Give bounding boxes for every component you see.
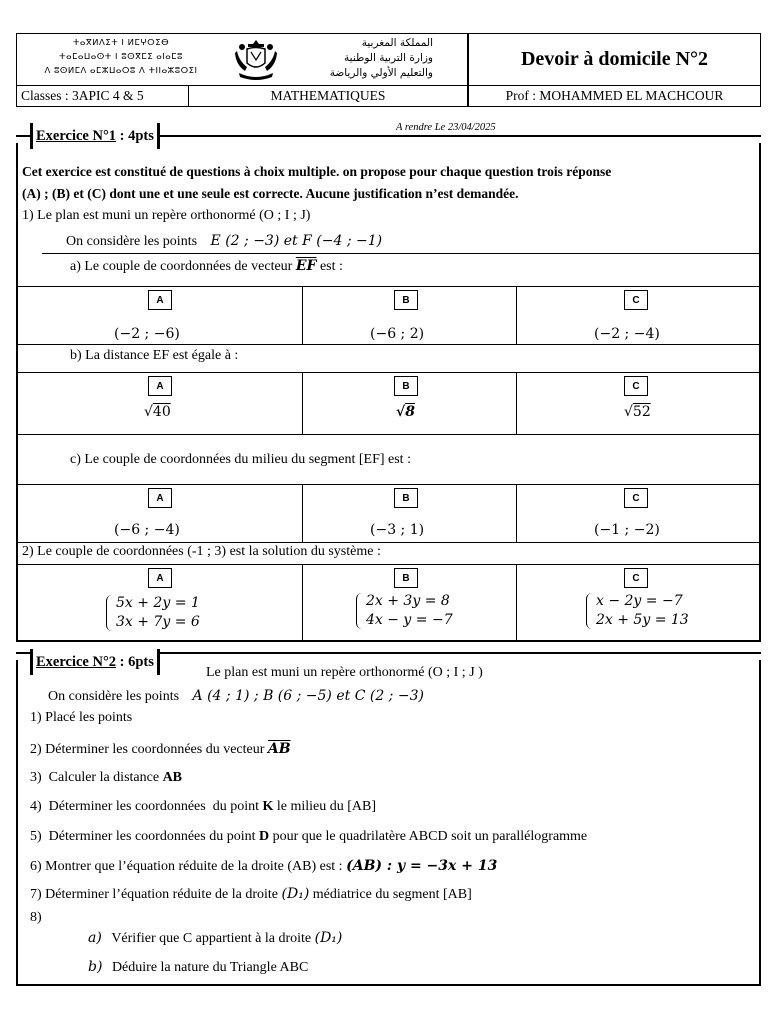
system-a [106, 594, 200, 632]
answer-a-qb-radicand: 40 [152, 404, 171, 420]
ex2-question8: 8) [30, 910, 42, 925]
ex2-question4-c: le milieu du [AB] [273, 799, 377, 814]
system-b-eq2: 4x − y = −7 [366, 612, 453, 628]
question1-points-math: E (2 ; −3) et F (−4 ; −1) [210, 233, 383, 249]
subject-label: MATHEMATIQUES [189, 86, 469, 106]
ex2-question5 [30, 829, 587, 845]
arabic-line-1: المملكة المغربية [361, 37, 433, 49]
question-a-statement [70, 258, 343, 275]
exercise1-title [30, 123, 160, 149]
system-c-eq1: x − 2y = −7 [596, 593, 683, 609]
ex2-question5-d: D [259, 829, 270, 844]
ex2-question7 [30, 886, 472, 903]
ex2-question7-b: médiatrice du segment [AB] [312, 887, 472, 902]
teacher-label: Prof : MOHAMMED EL MACHCOUR [505, 88, 724, 103]
option-c-box: C [624, 376, 648, 396]
vector-ab: $\overline{AB}$ [267, 741, 291, 757]
document-header [16, 33, 761, 107]
column-separator [302, 564, 303, 642]
question-a-end: est : [319, 259, 343, 274]
exercise1-intro-line2: (A) ; (B) et (C) dont une et une seule est correcte. Aucune justification n’est demandée. [22, 186, 519, 201]
ex2-question2 [30, 741, 291, 758]
ex2-question5-a: 5) Déterminer les coordonnées du point [30, 829, 259, 844]
arabic-institution [273, 36, 433, 81]
exercise2-title-label: Exercice N°2 [36, 653, 117, 670]
column-separator [516, 286, 517, 344]
exercise2-points-text: On considère les points [48, 689, 180, 704]
system-a-eq1: 5x + 2y = 1 [116, 595, 200, 611]
row-separator [16, 484, 761, 485]
document-title: Devoir à domicile N°2 [520, 48, 709, 70]
answer-b-qa: (−6 ; 2) [370, 326, 425, 342]
exercise1-title-label: Exercice N°1 [36, 127, 117, 144]
column-separator [516, 372, 517, 434]
column-separator [516, 564, 517, 642]
answer-a-qc: (−6 ; −4) [114, 522, 180, 538]
tifinagh-line-1: ⵜⴰⴳⵍⴷⵉⵜ ⵏ ⵍⵎⵖⵔⵉⴱ [72, 38, 170, 48]
question-a-text: a) Le couple de coordonnées de vecteur [70, 259, 293, 274]
answer-b-qb: √8 [396, 404, 415, 420]
answer-b-qc: (−3 ; 1) [370, 522, 425, 538]
exercise2-points-math: A (4 ; 1) ; B (6 ; −5) et C (2 ; −3) [192, 688, 424, 704]
question-c-statement: c) Le couple de coordonnées du milieu du segment [EF] est : [70, 452, 411, 467]
option-a-box: A [148, 290, 172, 310]
due-date: A rendre Le 23/04/2025 [396, 122, 496, 133]
ex2-question8a [88, 930, 342, 947]
option-c-box: C [624, 568, 648, 588]
option-b-box: B [394, 376, 418, 396]
ex2-question7-a: 7) Déterminer l’équation réduite de la droite [30, 887, 279, 902]
row-separator [16, 372, 761, 373]
answer-a-qb: √40 [144, 404, 171, 420]
vector-ef: $\overline{EF}$ [295, 258, 317, 274]
system-a-eq2: 3x + 7y = 6 [116, 614, 200, 630]
arabic-line-2: وزارة التربية الوطنية [344, 52, 433, 64]
answer-a-qa: (−2 ; −6) [114, 326, 180, 342]
exercise2-title [30, 649, 160, 675]
ex2-question4 [30, 799, 376, 815]
ex2-question8b [88, 959, 308, 976]
ex2-question3 [30, 770, 182, 786]
answer-c-qc: (−1 ; −2) [594, 522, 660, 538]
option-b-box: B [394, 488, 418, 508]
row-separator [16, 344, 761, 345]
ex2-question8b-text: Déduire la nature du Triangle ABC [111, 960, 309, 975]
column-separator [302, 286, 303, 344]
ex2-question8b-label: b) [88, 959, 103, 975]
column-separator [302, 484, 303, 542]
question2-statement: 2) Le couple de coordonnées (-1 ; 3) est la solution du système : [22, 544, 381, 559]
exercise1-points: : 4pts [116, 127, 154, 144]
row-separator [16, 564, 761, 565]
row-separator [42, 253, 761, 254]
option-c-box: C [624, 488, 648, 508]
ex2-question8a-label: a) [88, 930, 102, 946]
ex2-question6-equation: (AB) : y = −3x + 13 [346, 858, 498, 874]
option-a-box: A [148, 376, 172, 396]
exercise2-intro: Le plan est muni un repère orthonormé (O ; I ; J ) [206, 665, 483, 680]
question1-points-text: On considère les points [66, 234, 198, 249]
ex2-question3-ab: AB [162, 770, 183, 785]
system-c-eq2: 2x + 5y = 13 [596, 612, 689, 628]
option-b-box: B [394, 290, 418, 310]
ex2-question5-c: pour que le quadrilatère ABCD soit un parallélogramme [269, 829, 588, 844]
answer-c-qb: √52 [624, 404, 651, 420]
ex2-question3-text: 3) Calculer la distance [30, 770, 163, 785]
ex2-question6 [30, 858, 497, 875]
ex2-question4-a: 4) Déterminer les coordonnées du point [30, 799, 263, 814]
tifinagh-line-3: ⴷ ⵓⵙⵍⵎⴷ ⴰⵎⵣⵡⴰⵔⵓ ⴷ ⵜⵏⵏⴰⵣⵓⵔⵉⵏ [44, 66, 198, 76]
option-a-box: A [148, 488, 172, 508]
ex2-question2-text: 2) Déterminer les coordonnées du vecteur [30, 742, 265, 757]
column-separator [302, 372, 303, 434]
ex2-question4-k: K [262, 799, 274, 814]
option-b-box: B [394, 568, 418, 588]
ex2-question7-d1: (D₁) [281, 886, 310, 902]
system-b-eq1: 2x + 3y = 8 [366, 593, 450, 609]
question1-statement: 1) Le plan est muni un repère orthonormé (O ; I ; J) [22, 208, 311, 223]
exercise2-points: : 6pts [116, 653, 154, 670]
row-separator [16, 434, 761, 435]
option-c-box: C [624, 290, 648, 310]
ex2-question8a-d1: (D₁) [314, 930, 343, 946]
option-a-box: A [148, 568, 172, 588]
classes-label: Classes : 3APIC 4 & 5 [17, 86, 189, 106]
answer-b-qb-radicand: 8 [405, 404, 415, 420]
tifinagh-line-2: ⵜⴰⵎⴰⵡⴰⵙⵜ ⵏ ⵓⵙⴳⵎⵉ ⴰⵏⴰⵎⵓ [59, 52, 183, 62]
question1-points [66, 233, 382, 250]
system-b [356, 592, 453, 630]
ex2-question1: 1) Placé les points [30, 710, 133, 725]
row-separator [16, 286, 761, 287]
ex2-question6-text: 6) Montrer que l’équation réduite de la droite (AB) est : [30, 859, 343, 874]
system-c [586, 592, 689, 630]
answer-c-qb-radicand: 52 [632, 404, 651, 420]
ex2-question8a-text: Vérifier que C appartient à la droite [111, 931, 312, 946]
column-separator [516, 484, 517, 542]
row-separator [16, 542, 761, 543]
arabic-line-3: والتعليم الأولي والرياضة [329, 67, 433, 79]
tifinagh-institution [21, 36, 221, 78]
answer-c-qa: (−2 ; −4) [594, 326, 660, 342]
question-b-statement: b) La distance EF est égale à : [70, 348, 239, 363]
exercise2-points-line [48, 688, 424, 705]
institution-block [17, 34, 469, 85]
exercise1-intro-line1: Cet exercice est constitué de questions à choix multiple. on propose pour chaque question trois réponse [22, 164, 612, 179]
